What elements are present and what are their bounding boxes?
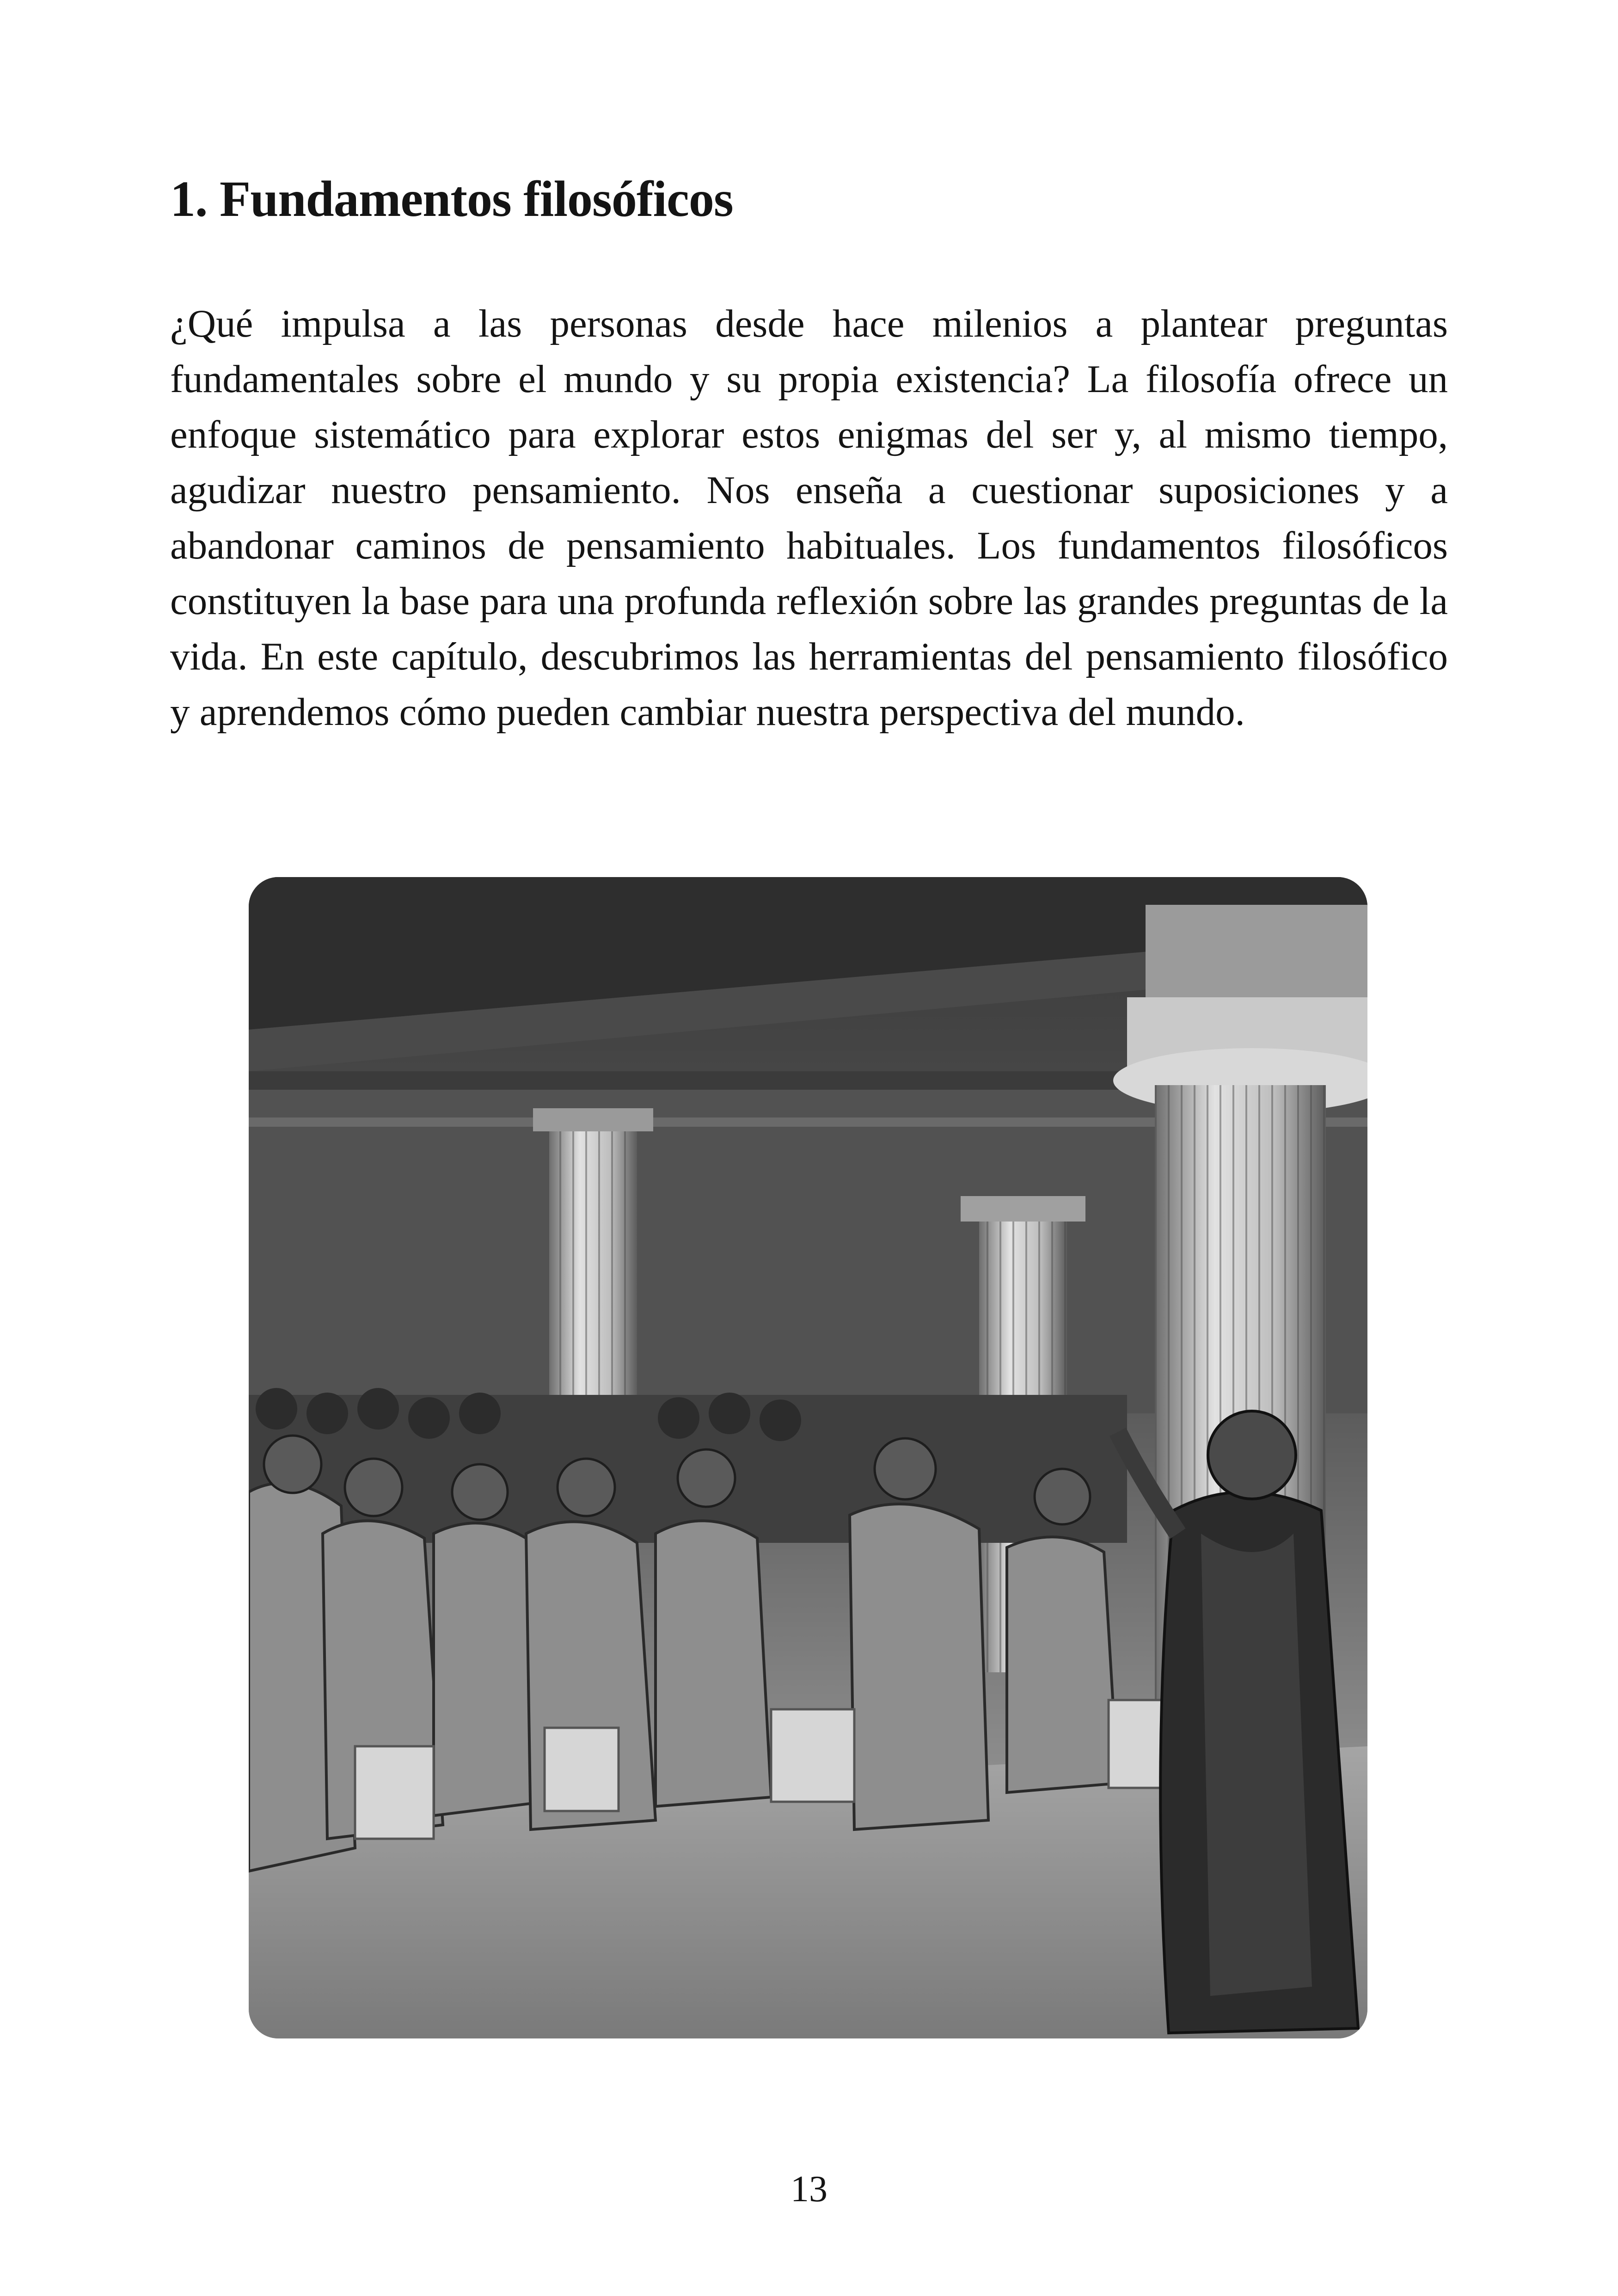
chapter-title: 1. Fundamentos filosóficos <box>170 171 733 227</box>
body-paragraph: ¿Qué impulsa a las personas desde hace milenios a plantear preguntas fundamentales sobre el mundo y su propia existencia? La filosofía ofrece un enfoque sistemático para explorar estos enigmas del ser y, al mismo tiempo, agudizar nuestro pensamiento. Nos enseña a cuestionar suposiciones y a abandonar caminos de pensamiento habituales. Los fundamentos filosóficos constituyen la base para una profunda reflexión sobre las grandes preguntas de la vida. En este capítulo, descubrimos las herramientas del pensamiento filosófico y aprendemos cómo pueden cambiar nuestra perspectiva del mundo. <box>170 302 1448 734</box>
page-number: 13 <box>791 2169 827 2210</box>
philosophers-illustration <box>249 877 1367 2038</box>
